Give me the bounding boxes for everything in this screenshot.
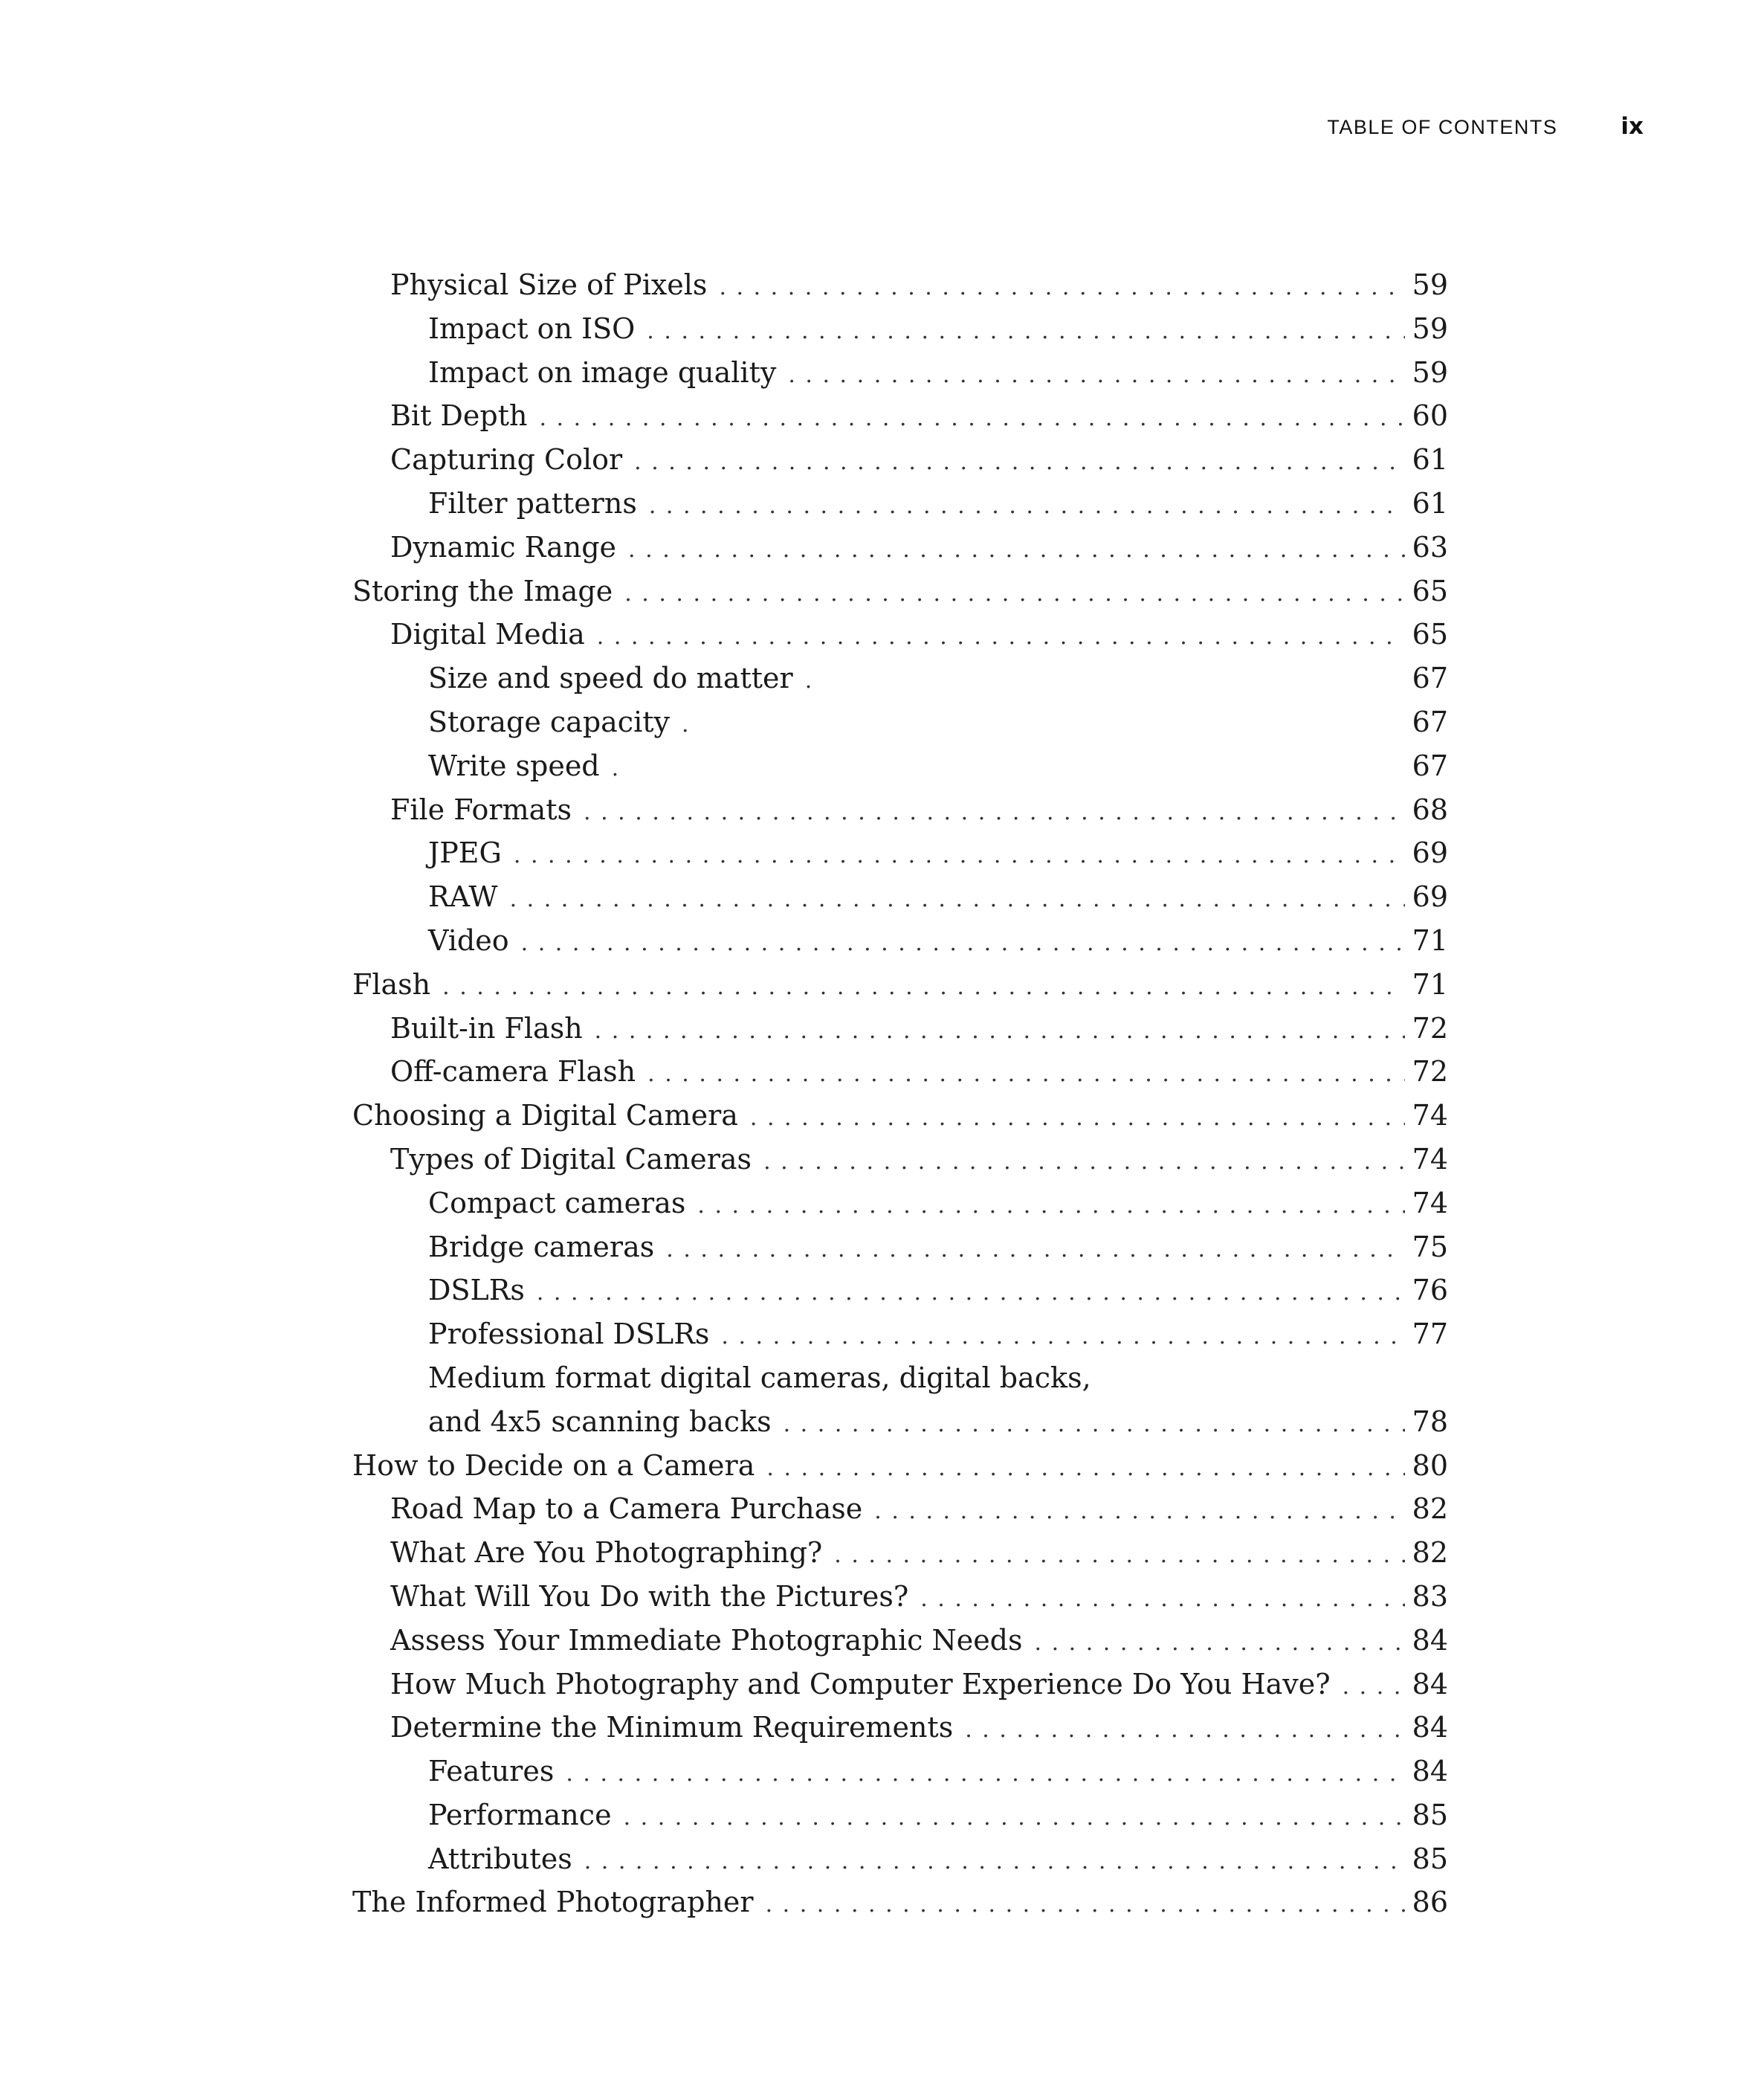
- dot-leader: [920, 1578, 1404, 1622]
- dot-leader: [634, 441, 1404, 485]
- toc-entry-page: 84: [1412, 1667, 1448, 1700]
- toc-entry-page: 83: [1412, 1579, 1448, 1613]
- toc-entry-page: 72: [1412, 1055, 1448, 1089]
- toc-entry-title: Video: [428, 923, 509, 957]
- toc-entry-title: Features: [428, 1755, 555, 1788]
- toc-entry-title: Size and speed do matter: [428, 662, 793, 695]
- dot-leader: [628, 529, 1405, 573]
- toc-entry-title: and 4x5 scanning backs: [428, 1405, 772, 1438]
- toc-entry[interactable]: [352, 1356, 1448, 1400]
- toc-entry-page: 68: [1412, 793, 1448, 826]
- dot-leader: [647, 310, 1404, 354]
- toc-entry-title: What Are You Photographing?: [390, 1536, 823, 1570]
- dot-leader: [965, 1709, 1404, 1753]
- toc-entry-page: 85: [1412, 1842, 1448, 1875]
- dot-leader: [766, 1883, 1405, 1927]
- toc-entry-page: 67: [1412, 705, 1448, 738]
- toc-entry[interactable]: [352, 1400, 1448, 1444]
- dot-leader: [1035, 1622, 1405, 1666]
- toc-entry-page: 84: [1412, 1711, 1448, 1744]
- toc-entry-title: File Formats: [390, 793, 572, 826]
- toc-entry-page: 69: [1412, 836, 1448, 870]
- toc-entry-page: 67: [1412, 662, 1448, 695]
- toc-entry[interactable]: [352, 1138, 1448, 1181]
- toc-entry[interactable]: [352, 1750, 1448, 1793]
- dot-leader: [647, 1053, 1404, 1097]
- toc-entry-page: 77: [1412, 1318, 1448, 1351]
- toc-entry-page: 74: [1412, 1142, 1448, 1176]
- toc-entry-title: Determine the Minimum Requirements: [390, 1711, 954, 1744]
- dot-leader: [510, 878, 1405, 922]
- dot-leader: [597, 616, 1405, 660]
- toc-entry-page: 59: [1412, 355, 1448, 389]
- toc-entry-title: Performance: [428, 1798, 612, 1831]
- toc-entry-page: 84: [1412, 1755, 1448, 1788]
- toc-entry-title: DSLRs: [428, 1274, 525, 1307]
- toc-entry[interactable]: [352, 1181, 1448, 1225]
- dot-leader: [763, 1141, 1405, 1184]
- toc-entry-title: Medium format digital cameras, digital backs,: [428, 1361, 1091, 1394]
- dot-leader: [750, 1097, 1405, 1141]
- toc-entry-page: 61: [1412, 486, 1448, 520]
- toc-entry[interactable]: [352, 482, 1448, 526]
- toc-entry[interactable]: [352, 700, 1448, 744]
- dot-leader: [719, 266, 1404, 310]
- toc-entry[interactable]: [352, 1793, 1448, 1837]
- dot-leader: [537, 1271, 1405, 1315]
- toc-entry-title: Assess Your Immediate Photographic Needs: [390, 1623, 1023, 1657]
- toc-entry[interactable]: [352, 1444, 1448, 1488]
- toc-entry-title: The Informed Photographer: [352, 1886, 754, 1919]
- toc-entry-page: 59: [1412, 268, 1448, 301]
- toc-entry-page: 84: [1412, 1623, 1448, 1657]
- toc-entry[interactable]: [352, 351, 1448, 395]
- dot-leader: [874, 1490, 1404, 1534]
- toc-entry-title: What Will You Do with the Pictures?: [390, 1579, 909, 1613]
- toc-entry-page: 69: [1412, 880, 1448, 914]
- toc-entry-title: RAW: [428, 880, 498, 914]
- toc-entry-page: 80: [1412, 1448, 1448, 1482]
- toc-entry-title: Built-in Flash: [390, 1011, 583, 1045]
- toc-entry-title: Storing the Image: [352, 574, 613, 607]
- toc-entry-page: 63: [1412, 530, 1448, 564]
- toc-entry[interactable]: [352, 963, 1448, 1007]
- dot-leader: [697, 1184, 1404, 1228]
- toc-entry[interactable]: [352, 1837, 1448, 1881]
- toc-entry[interactable]: [352, 1531, 1448, 1575]
- dot-leader: [514, 834, 1405, 878]
- toc-entry[interactable]: [352, 788, 1448, 832]
- toc-entry-page: 82: [1412, 1536, 1448, 1570]
- toc-entry-title: Choosing a Digital Camera: [352, 1099, 738, 1132]
- toc-entry[interactable]: [352, 1225, 1448, 1269]
- dot-leader: [584, 791, 1405, 835]
- toc-entry-page: 65: [1412, 574, 1448, 607]
- running-title: TABLE OF CONTENTS: [1327, 116, 1558, 138]
- toc-entry-page: 60: [1412, 399, 1448, 433]
- toc-entry[interactable]: [352, 875, 1448, 919]
- toc-entry-title: Off-camera Flash: [390, 1055, 636, 1089]
- dot-leader: [624, 573, 1404, 616]
- toc-entry[interactable]: [352, 1880, 1448, 1924]
- table-of-contents: [352, 263, 1448, 1924]
- toc-entry[interactable]: [352, 1575, 1448, 1619]
- page-number: ix: [1621, 113, 1644, 140]
- toc-entry-page: 71: [1412, 967, 1448, 1001]
- toc-entry-page: 85: [1412, 1798, 1448, 1831]
- toc-entry[interactable]: [352, 394, 1448, 438]
- toc-entry[interactable]: [352, 1312, 1448, 1356]
- dot-leader: [624, 1796, 1405, 1840]
- toc-entry-title: Flash: [352, 967, 431, 1001]
- toc-entry-title: Digital Media: [390, 618, 585, 651]
- dot-leader: [721, 1315, 1404, 1359]
- dot-leader: [834, 1534, 1404, 1578]
- toc-entry-title: Bridge cameras: [428, 1230, 655, 1263]
- toc-entry-title: Dynamic Range: [390, 530, 617, 564]
- toc-entry-title: Bit Depth: [390, 399, 528, 433]
- toc-entry-page: 74: [1412, 1186, 1448, 1219]
- toc-entry-title: Impact on ISO: [428, 312, 636, 345]
- toc-entry[interactable]: [352, 1663, 1448, 1706]
- toc-entry-title: JPEG: [428, 836, 502, 870]
- toc-entry[interactable]: [352, 1487, 1448, 1531]
- toc-entry-page: 65: [1412, 618, 1448, 651]
- dot-leader: [442, 966, 1404, 1010]
- toc-entry-page: 76: [1412, 1274, 1448, 1307]
- toc-entry-page: 67: [1412, 749, 1448, 782]
- dot-leader: [584, 1840, 1405, 1884]
- toc-entry-page: 59: [1412, 312, 1448, 345]
- toc-entry-title: How to Decide on a Camera: [352, 1448, 755, 1482]
- toc-entry-page: 61: [1412, 443, 1448, 477]
- toc-entry[interactable]: [352, 613, 1448, 657]
- toc-entry-page: 75: [1412, 1230, 1448, 1263]
- toc-entry-page: 82: [1412, 1492, 1448, 1526]
- toc-entry[interactable]: [352, 919, 1448, 963]
- toc-entry[interactable]: [352, 744, 1448, 788]
- toc-entry-page: 78: [1412, 1405, 1448, 1438]
- dot-leader: [539, 397, 1404, 441]
- toc-entry[interactable]: [352, 526, 1448, 570]
- toc-entry-title: How Much Photography and Computer Experience Do You Have?: [390, 1667, 1331, 1700]
- toc-entry[interactable]: [352, 263, 1448, 307]
- toc-entry[interactable]: [352, 1007, 1448, 1051]
- toc-entry[interactable]: [352, 438, 1448, 482]
- toc-entry-page: 74: [1412, 1099, 1448, 1132]
- toc-entry[interactable]: [352, 1050, 1448, 1094]
- toc-entry-title: Write speed: [428, 749, 600, 782]
- toc-entry-title: Professional DSLRs: [428, 1318, 710, 1351]
- dot-leader: [666, 1228, 1404, 1272]
- dot-leader: [595, 1010, 1405, 1054]
- dot-leader: [766, 1447, 1404, 1491]
- toc-entry[interactable]: [352, 1268, 1448, 1312]
- dot-leader: [566, 1753, 1404, 1796]
- dot-leader: [649, 485, 1405, 529]
- toc-entry-title: Compact cameras: [428, 1186, 686, 1219]
- dot-leader: [805, 660, 1405, 703]
- dot-leader: [682, 703, 1405, 747]
- toc-entry[interactable]: [352, 657, 1448, 700]
- toc-entry[interactable]: [352, 570, 1448, 613]
- toc-entry-title: Capturing Color: [390, 443, 623, 477]
- toc-entry-page: 72: [1412, 1011, 1448, 1045]
- toc-entry-title: Types of Digital Cameras: [390, 1142, 752, 1176]
- running-head: [1327, 113, 1644, 143]
- toc-entry[interactable]: [352, 831, 1448, 875]
- toc-entry-title: Attributes: [428, 1842, 572, 1875]
- dot-leader: [788, 354, 1404, 398]
- dot-leader: [612, 747, 1405, 791]
- toc-entry[interactable]: [352, 307, 1448, 351]
- toc-entry-page: 71: [1412, 923, 1448, 957]
- toc-entry-title: Storage capacity: [428, 705, 670, 738]
- toc-entry-title: Filter patterns: [428, 486, 637, 520]
- toc-entry-page: 86: [1412, 1886, 1448, 1919]
- toc-entry-title: Road Map to a Camera Purchase: [390, 1492, 863, 1526]
- toc-entry-title: Impact on image quality: [428, 355, 777, 389]
- toc-entry-title: Physical Size of Pixels: [390, 268, 708, 301]
- toc-entry[interactable]: [352, 1094, 1448, 1138]
- toc-entry[interactable]: [352, 1619, 1448, 1663]
- dot-leader: [521, 922, 1405, 966]
- dot-leader: [1343, 1666, 1405, 1709]
- dot-leader: [784, 1403, 1405, 1447]
- toc-entry[interactable]: [352, 1706, 1448, 1750]
